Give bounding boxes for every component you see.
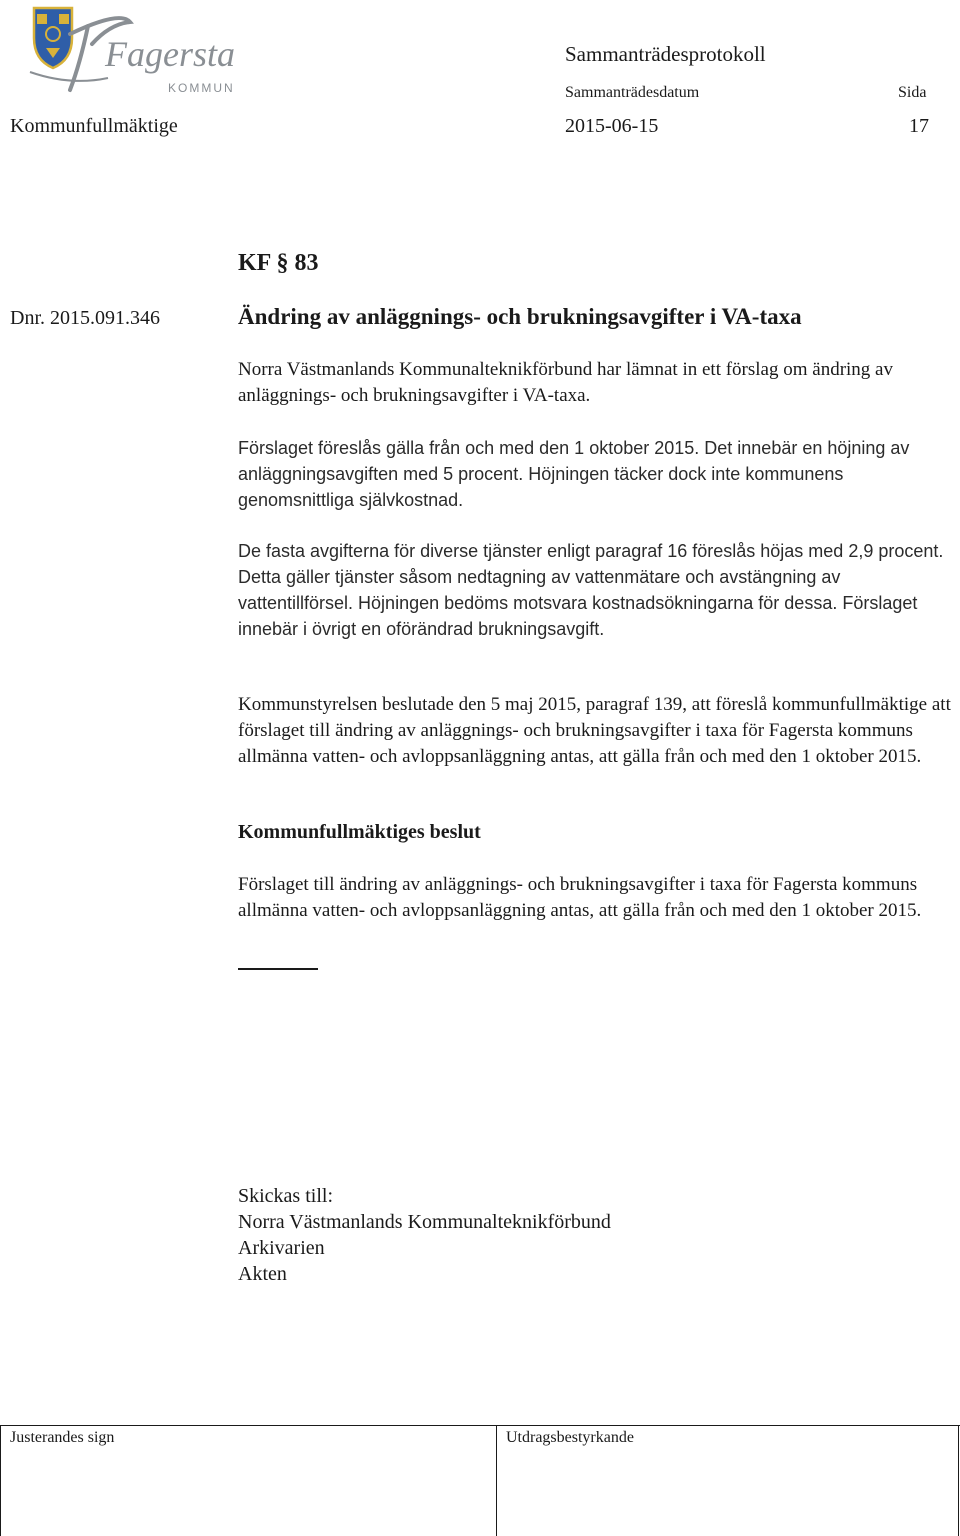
footer-separator <box>496 1425 497 1536</box>
recipient-item: Norra Västmanlands Kommunalteknikförbund <box>238 1211 611 1233</box>
diary-number: Dnr. 2015.091.346 <box>10 307 160 329</box>
distribution-label: Skickas till: <box>238 1185 333 1207</box>
footer-divider <box>0 1425 960 1426</box>
page-number: 17 <box>909 115 929 137</box>
logo-sub: KOMMUN <box>168 81 235 95</box>
decision-text: Förslaget till ändring av anläggnings- och brukningsavgifter i taxa för Fagersta kommuns allmänna vatten- och avloppsanläggning antas, att gälla från och med den 1 oktober 2015. <box>238 874 922 921</box>
distribution-list <box>238 1183 611 1287</box>
footer-border-right <box>958 1425 959 1536</box>
extract-certification-label: Utdragsbestyrkande <box>506 1429 634 1446</box>
paragraph-board-decision: Kommunstyrelsen beslutade den 5 maj 2015, paragraf 139, att föreslå kommunfullmäktige att förslaget till ändring av anläggnings- och brukningsavgifter i taxa för Fagersta kommuns allmänna vatten- och avloppsanläggning antas, att gälla från och med den 1 oktober 2015. <box>238 694 951 767</box>
fagersta-logo <box>10 4 250 100</box>
coat-of-arms-icon <box>34 8 72 68</box>
page-label: Sida <box>898 84 927 101</box>
signature-label: Justerandes sign <box>10 1429 115 1446</box>
meeting-date: 2015-06-15 <box>565 115 659 137</box>
meeting-date-label: Sammanträdesdatum <box>565 84 700 101</box>
paragraph-proposal: Norra Västmanlands Kommunalteknikförbund har lämnat in ett förslag om ändring av anläggnings- och brukningsavgifter i VA-taxa. <box>238 359 893 406</box>
page-title: Ändring av anläggnings- och brukningsavgifter i VA-taxa <box>238 304 802 329</box>
section-number: KF § 83 <box>238 250 319 276</box>
recipient-item: Arkivarien <box>238 1237 325 1259</box>
document-type: Sammanträdesprotokoll <box>565 42 766 66</box>
footer-border-left <box>0 1425 1 1536</box>
logo-name: Fagersta <box>105 34 235 74</box>
paragraph-effective-date: Förslaget föreslås gälla från och med den 1 oktober 2015. Det innebär en höjning av anläggningsavgiften med 5 procent. Höjningen täcker dock inte kommunens genomsnittliga självkostnad. <box>238 438 910 510</box>
assembly-name: Kommunfullmäktige <box>10 115 178 137</box>
recipient-item: Akten <box>238 1263 287 1285</box>
paragraph-fixed-fees: De fasta avgifterna för diverse tjänster enligt paragraf 16 föreslås höjas med 2,9 procent. Detta gäller tjänster såsom nedtagning av vattenmätare och avstängning av vattentillförsel. Höjningen bedöms motsvara kostnadsökningarna för dessa. Förslaget innebär i övrigt en oförändrad brukningsavgift. <box>238 541 944 639</box>
decision-heading: Kommunfullmäktiges beslut <box>238 821 481 843</box>
divider <box>238 968 318 970</box>
